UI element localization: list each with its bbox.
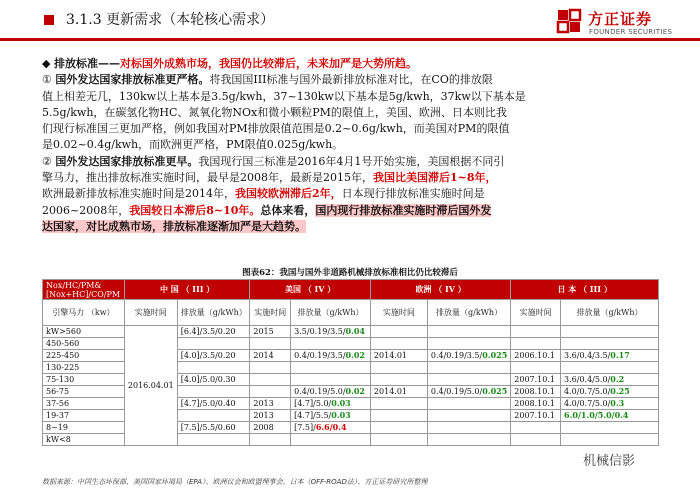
headline — [42, 56, 642, 72]
limit-pm: 0.4 — [614, 410, 629, 420]
para2-red: 我国较欧洲滞后2年， — [235, 187, 342, 201]
limit-part: 3.5/0.19/ — [294, 327, 331, 336]
limit-part: 4.0/0.7/ — [564, 387, 595, 396]
cell-limit — [427, 326, 510, 338]
cell-jp-time: 2007.10.1 — [511, 410, 561, 422]
para2-red: 我国较日本滞后8~10年。 — [129, 203, 261, 217]
cell-limit — [291, 434, 371, 446]
cell-limit — [427, 386, 510, 398]
cell-eu-time — [370, 398, 427, 410]
cell-us-time: 2008 — [250, 422, 291, 434]
col-time: 实施时间 — [124, 300, 177, 326]
cell-cn-limit — [177, 338, 250, 350]
cell-limit — [427, 362, 510, 374]
limit-part: 0.4/0.19/ — [430, 387, 467, 396]
limit-pm: 0.025 — [482, 350, 508, 360]
para2-highlight: 达国家，对比成熟市场，排放标准逐渐加严是大趋势。 — [42, 219, 306, 233]
para1-line: 5.5g/kwh，在碳氢化物HC、氮氧化物NOx和微小颗粒PM的限值上，美国、欧洲、日本则比我 — [42, 105, 507, 119]
cell-eu-time — [370, 362, 427, 374]
limit-pm: 0.3 — [610, 398, 625, 408]
emission-table — [42, 279, 659, 446]
cell-jp-time — [511, 362, 561, 374]
para2-text: 2006~2008年， — [42, 203, 130, 217]
limit-part: [4.7]/ — [294, 399, 316, 408]
cell-eu-time — [370, 410, 427, 422]
cell-eu-time — [370, 338, 427, 350]
cell-us-time: 2014 — [250, 350, 291, 362]
region-usa: 美国 （ IV ） — [250, 280, 371, 300]
source-note: 数据来源：中国生态环保部、美国国家环境局（EPA）、欧洲议会和欧盟理事会、日本（OFF-ROAD法）、方正证券研究所整理 — [42, 478, 428, 486]
founder-logo — [556, 8, 688, 38]
para2-line — [42, 203, 642, 219]
cell-us-time: 2013 — [250, 410, 291, 422]
limit-part: 5.0/ — [594, 387, 611, 396]
cell-cn-limit — [177, 410, 250, 422]
col-time: 实施时间 — [511, 300, 561, 326]
cell-limit — [561, 338, 659, 350]
cell-limit — [291, 374, 371, 386]
cell-hp: kW>560 — [43, 326, 125, 338]
logo-mark-icon — [556, 8, 584, 34]
para2-text: 擎马力，推出排放标准实施时间，最早是2008年，最新是2015年， — [42, 171, 373, 185]
col-limit: 排放量（g/kWh） — [561, 300, 659, 326]
limit-part: 5.0/ — [315, 399, 332, 408]
cell-jp-time — [511, 326, 561, 338]
cell-limit — [561, 326, 659, 338]
row-header: 引擎马力 （kw） — [43, 300, 125, 326]
limit-part: 5.0/ — [594, 399, 611, 408]
cell-hp: 225-450 — [43, 350, 125, 362]
limit-part: 3.6/0.4/ — [564, 351, 595, 360]
limit-part: 6.0/1.0/ — [564, 410, 598, 420]
cell-jp-time — [511, 338, 561, 350]
section-title: 3.1.3 更新需求（本轮核心需求） — [66, 12, 275, 28]
cell-limit — [427, 410, 510, 422]
cell-us-time: 2015 — [250, 326, 291, 338]
region-china: 中 国 （ III ） — [124, 280, 249, 300]
cell-limit — [561, 386, 659, 398]
cell-cn-limit: [4.7]/5.0/0.40 — [177, 398, 250, 410]
cell-hp: 75-130 — [43, 374, 125, 386]
cell-limit — [561, 410, 659, 422]
header-rule — [0, 38, 700, 41]
cell-hp: 8~19 — [43, 422, 125, 434]
limit-part: 5.0/ — [594, 375, 611, 384]
para1-line: 们现行标准国三更加严格，例如我国对PM排放限值范围是0.2~0.6g/kwh，而美国对PM的限值 — [42, 122, 510, 136]
para2-text: 欧洲最新排放标准实施时间是2014年， — [42, 187, 235, 201]
headline-lead: 排放标准—— — [53, 57, 120, 70]
col-limit: 排放量（g/kWh） — [291, 300, 371, 326]
limit-part: 0.4/0.19/ — [430, 351, 467, 360]
limit-part: 5.0/ — [466, 387, 483, 396]
cell-limit — [427, 398, 510, 410]
cell-cn-limit: [4.0]/5.0/0.30 — [177, 374, 250, 386]
cell-eu-time — [370, 434, 427, 446]
watermark: 机械信影 — [583, 454, 636, 469]
top-bar — [0, 0, 700, 50]
para1-line: 值上相差无几，130kw以上基本是3.5g/kwh，37~130kw以下基本是5g/kwh，37kw以下基本是 — [42, 89, 526, 103]
cell-us-time — [250, 386, 291, 398]
cell-eu-time — [370, 374, 427, 386]
cell-cn-limit: [4.0]/3.5/0.20 — [177, 350, 250, 362]
cell-us-time — [250, 362, 291, 374]
cell-us-time — [250, 374, 291, 386]
cell-limit — [291, 326, 371, 338]
limit-part: 5.5/ — [315, 411, 332, 420]
cell-limit — [291, 398, 371, 410]
cell-limit — [561, 350, 659, 362]
logo-text-en: FOUNDER SECURITIES — [589, 28, 673, 36]
bullet-icon: ◆ — [42, 57, 51, 70]
limit-pm: 0.02 — [345, 386, 365, 396]
para2-red: 我国比美国滞后1~8年， — [373, 171, 497, 185]
limit-part: 6.6/ — [315, 422, 333, 432]
limit-part: 3.5/ — [466, 351, 483, 360]
limit-part: [7.5]/ — [294, 423, 316, 432]
cell-us-time — [250, 434, 291, 446]
logo-text-cn: 方正证券 — [588, 10, 653, 28]
cell-limit — [291, 362, 371, 374]
limit-part: 3.5/ — [330, 351, 346, 360]
region-japan: 日 本 （ III ） — [511, 280, 659, 300]
cell-us-time: 2013 — [250, 398, 291, 410]
cell-limit — [291, 338, 371, 350]
cell-eu-time: 2014.01 — [370, 350, 427, 362]
cell-jp-time — [511, 422, 561, 434]
cell-us-time — [250, 338, 291, 350]
cell-jp-time: 2008.10.1 — [511, 398, 561, 410]
cell-hp: 450-560 — [43, 338, 125, 350]
limit-pm: 0.17 — [610, 350, 630, 360]
para2-heading: 国外发达国家排放标准更早。 — [55, 154, 199, 168]
cell-jp-time: 2008.10.1 — [511, 386, 561, 398]
para1-line — [42, 72, 642, 88]
para2-bold: 总体来看， — [260, 203, 316, 217]
limit-pm: 0.2 — [610, 374, 625, 384]
col-limit: 排放量（g/kWh） — [427, 300, 510, 326]
cell-hp: kW<8 — [43, 434, 125, 446]
para1-number: ① — [42, 73, 52, 87]
section-marker — [44, 15, 54, 25]
limit-pm: 0.25 — [610, 386, 630, 396]
cell-hp: 37-56 — [43, 398, 125, 410]
cell-cn-limit: [7.5]/5.5/0.60 — [177, 422, 250, 434]
body-text — [42, 56, 642, 235]
cell-limit — [427, 350, 510, 362]
cell-limit — [291, 386, 371, 398]
limit-pm: 0.4 — [332, 422, 347, 432]
limit-pm: 0.02 — [345, 350, 365, 360]
para1-heading: 国外发达国家排放标准更严格。 — [55, 73, 210, 87]
cell-hp: 56-75 — [43, 386, 125, 398]
col-time: 实施时间 — [250, 300, 291, 326]
limit-part: 5.0/ — [330, 387, 346, 396]
para2-line — [42, 186, 642, 202]
limit-pm: 0.03 — [331, 398, 351, 408]
limit-part: 0.4/0.19/ — [294, 387, 331, 396]
cell-limit — [291, 410, 371, 422]
cell-cn-limit: [6.4]/3.5/0.20 — [177, 326, 250, 338]
corner-header: Nox/HC/PM&[Nox+HC]/CO/PM — [43, 280, 125, 300]
cell-limit — [427, 422, 510, 434]
cell-limit — [291, 350, 371, 362]
cell-eu-time — [370, 326, 427, 338]
para1-line: 是0.02~0.4g/kwh，而欧洲更严格，PM限值0.025g/kwh。 — [42, 138, 344, 152]
limit-part: 3.5/ — [330, 327, 346, 336]
cell-eu-time: 2014.01 — [370, 386, 427, 398]
cell-hp: 19-37 — [43, 410, 125, 422]
cell-limit — [427, 434, 510, 446]
para2-text: 日本现行排放标准实施时间是 — [341, 187, 485, 201]
cell-limit — [561, 422, 659, 434]
cell-limit — [291, 422, 371, 434]
cell-limit — [427, 338, 510, 350]
limit-part: 3.6/0.4/ — [564, 375, 595, 384]
cell-limit — [561, 434, 659, 446]
para2-line — [42, 170, 642, 186]
cell-cn-limit — [177, 434, 250, 446]
cell-limit — [561, 362, 659, 374]
para2-highlight: 国内现行排放标准实施时滞后国外发 — [315, 203, 492, 217]
region-europe: 欧洲 （ IV ） — [370, 280, 510, 300]
cell-jp-time: 2007.10.1 — [511, 374, 561, 386]
cell-eu-time — [370, 422, 427, 434]
limit-pm: 0.03 — [331, 410, 351, 420]
col-time: 实施时间 — [370, 300, 427, 326]
limit-part: 0.4/0.19/ — [294, 351, 331, 360]
limit-part: 4.0/0.7/ — [564, 399, 595, 408]
col-limit: 排放量（g/kWh） — [177, 300, 250, 326]
limit-part: [4.7]/ — [294, 411, 316, 420]
figure-caption: 图表62：我国与国外非道路机械排放标准相比仍比较滞后 — [242, 268, 458, 278]
cell-limit — [561, 398, 659, 410]
para2-number: ② — [42, 154, 52, 168]
cell-cn-time: 2016.04.01 — [124, 326, 177, 446]
limit-pm: 0.025 — [482, 386, 508, 396]
cell-cn-limit — [177, 362, 250, 374]
para2-text: 我国现行国三标准是2016年4月1号开始实施，美国根据不同引 — [198, 154, 505, 168]
para2-line — [42, 154, 642, 170]
cell-jp-time — [511, 434, 561, 446]
para1-text: 将我国国III标准与国外最新排放标准对比，在CO的排放限 — [209, 73, 493, 87]
headline-highlight: 对标国外成熟市场，我国仍比较滞后，未来加严是大势所趋。 — [119, 57, 417, 70]
cell-limit — [561, 374, 659, 386]
limit-part: 3.5/ — [594, 351, 611, 360]
cell-limit — [427, 374, 510, 386]
cell-hp: 130-225 — [43, 362, 125, 374]
table-row — [43, 326, 659, 338]
limit-pm: 0.04 — [345, 326, 365, 336]
cell-cn-limit — [177, 386, 250, 398]
cell-jp-time: 2006.10.1 — [511, 350, 561, 362]
limit-part: 5.0/ — [597, 410, 615, 420]
para2-line — [42, 219, 642, 235]
